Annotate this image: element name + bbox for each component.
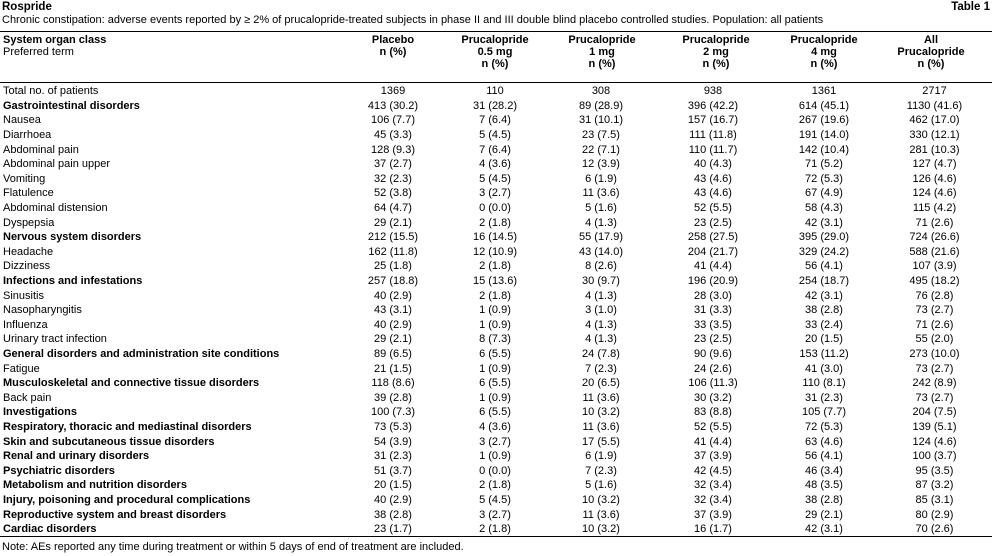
table-cell: 1 (0.9) (479, 318, 511, 331)
row-label: Sinusitis (3, 289, 44, 302)
table-row (0, 478, 992, 493)
column-header-line3: n (%) (481, 58, 509, 70)
table-cell: 106 (7.7) (370, 114, 416, 127)
table-cell: 258 (27.5) (687, 231, 739, 244)
document-header (2, 1, 990, 15)
row-label: Gastrointestinal disorders (3, 99, 140, 112)
table-cell: 1361 (811, 85, 837, 98)
table-cell: 254 (18.7) (798, 275, 850, 288)
table-cell: 495 (18.2) (909, 275, 960, 288)
table-cell: 139 (5.1) (912, 420, 957, 433)
table-cell: 10 (3.2) (582, 523, 620, 536)
column-header-prucalopride-2mg (666, 34, 766, 70)
table-cell: 107 (3.9) (912, 260, 957, 273)
table-cell: 73 (5.3) (374, 420, 412, 433)
table-cell: 42 (3.1) (805, 289, 843, 302)
table-cell: 80 (2.9) (915, 508, 954, 521)
table-cell: 106 (11.3) (688, 377, 738, 390)
table-cell: 1 (0.9) (479, 450, 511, 463)
table-cell: 267 (19.6) (798, 114, 850, 127)
table-cell: 41 (4.4) (694, 435, 732, 448)
table-cell: 29 (2.1) (805, 508, 843, 521)
row-label: Nausea (3, 114, 41, 127)
table-cell: 4 (1.3) (585, 289, 617, 302)
table-cell: 43 (4.6) (694, 172, 732, 185)
table-cell: 3 (2.7) (479, 187, 511, 200)
table-cell: 63 (4.6) (805, 435, 843, 448)
table-cell: 11 (3.6) (582, 187, 620, 200)
column-header-line1: Prucalopride (790, 34, 858, 46)
column-header-line2: Prucalopride (897, 46, 965, 58)
table-row (0, 449, 992, 464)
row-label: Abdominal pain (3, 143, 79, 156)
table-cell: 23 (1.7) (374, 523, 412, 536)
row-label: Vomiting (3, 172, 46, 185)
table-row (0, 303, 992, 318)
table-cell: 12 (10.9) (472, 245, 518, 258)
row-label: Respiratory, thoracic and mediastinal disorders (3, 420, 252, 433)
table-cell: 30 (9.7) (582, 275, 620, 288)
table-cell: 32 (3.4) (694, 479, 732, 492)
table-cell: 20 (1.5) (805, 333, 843, 346)
table-cell: 40 (2.9) (374, 318, 412, 331)
table-cell: 5 (4.5) (479, 172, 511, 185)
table-cell: 100 (3.7) (912, 450, 957, 463)
table-cell: 5 (1.6) (585, 202, 617, 215)
table-cell: 72 (5.3) (805, 172, 843, 185)
table-cell: 153 (11.2) (799, 347, 849, 360)
table-cell: 1369 (380, 85, 406, 98)
table-cell: 15 (13.6) (472, 275, 518, 288)
column-header-line3: n (%) (810, 58, 838, 70)
table-cell: 76 (2.8) (915, 289, 954, 302)
table-cell: 46 (3.4) (805, 464, 843, 477)
table-cell: 31 (10.1) (578, 114, 624, 127)
column-header-placebo (343, 34, 443, 58)
column-header-all-prucalopride (876, 34, 986, 70)
table-cell: 52 (5.5) (694, 420, 732, 433)
table-cell: 11 (3.6) (582, 420, 620, 433)
table-cell: 204 (7.5) (912, 406, 957, 419)
table-cell: 6 (1.9) (585, 172, 617, 185)
table-cell: 4 (3.6) (479, 420, 511, 433)
table-cell: 67 (4.9) (805, 187, 843, 200)
table-cell: 6 (5.5) (479, 406, 511, 419)
table-cell: 52 (5.5) (694, 202, 732, 215)
column-header-line1: Prucalopride (461, 34, 529, 46)
table-cell: 71 (2.6) (915, 318, 954, 331)
table-row (0, 405, 992, 420)
table-cell: 24 (2.6) (694, 362, 732, 375)
table-row (0, 493, 992, 508)
table-cell: 17 (5.5) (582, 435, 620, 448)
table-cell: 72 (5.3) (805, 420, 843, 433)
table-cell: 5 (1.6) (585, 479, 617, 492)
table-cell: 2 (1.8) (479, 479, 511, 492)
column-header-line1: All (923, 34, 939, 46)
row-label: Reproductive system and breast disorders (3, 508, 227, 521)
table-cell: 126 (4.6) (912, 172, 957, 185)
table-row (0, 245, 992, 260)
row-label: Dyspepsia (3, 216, 55, 229)
table-row (0, 420, 992, 435)
table-cell: 38 (2.8) (805, 493, 843, 506)
table-cell: 64 (4.7) (374, 202, 412, 215)
table-cell: 20 (6.5) (582, 377, 620, 390)
table-row (0, 390, 992, 405)
drug-name: Rospride (2, 1, 52, 13)
table-cell: 588 (21.6) (909, 245, 960, 258)
table-cell: 45 (3.3) (374, 129, 412, 142)
column-header-line1: Prucalopride (568, 34, 636, 46)
table-cell: 191 (14.0) (798, 129, 850, 142)
table-cell: 8 (2.6) (585, 260, 617, 273)
table-cell: 110 (8.1) (802, 377, 846, 390)
table-cell: 273 (10.0) (909, 347, 960, 360)
row-label: Fatigue (3, 362, 40, 375)
column-header-line1: Prucalopride (682, 34, 750, 46)
table-row (0, 128, 992, 143)
table-cell: 42 (4.5) (694, 464, 732, 477)
row-label: Cardiac disorders (3, 523, 97, 536)
row-label: Abdominal distension (3, 202, 108, 215)
table-cell: 3 (2.7) (479, 508, 511, 521)
table-row (0, 172, 992, 187)
table-label: Table 1 (951, 1, 990, 13)
table-cell: 11 (3.6) (582, 391, 620, 404)
table-cell: 10 (3.2) (582, 406, 620, 419)
column-header-line3: n (%) (917, 58, 945, 70)
row-label: Nasopharyngitis (3, 304, 82, 317)
table-cell: 89 (28.9) (578, 99, 624, 112)
table-cell: 7 (2.3) (585, 362, 617, 375)
table-cell: 1 (0.9) (479, 304, 511, 317)
table-cell: 242 (8.9) (912, 377, 957, 390)
table-row (0, 215, 992, 230)
table-cell: 4 (1.3) (585, 216, 617, 229)
table-cell: 330 (12.1) (909, 129, 960, 142)
table-cell: 95 (3.5) (915, 464, 954, 477)
row-label: Psychiatric disorders (3, 464, 115, 477)
table-cell: 23 (2.5) (694, 216, 732, 229)
table-cell: 395 (29.0) (798, 231, 850, 244)
table-cell: 29 (2.1) (374, 216, 412, 229)
table-cell: 308 (591, 85, 611, 98)
table-cell: 90 (9.6) (694, 347, 732, 360)
table-cell: 89 (6.5) (374, 347, 412, 360)
table-cell: 281 (10.3) (909, 143, 960, 156)
row-label: Headache (3, 245, 54, 258)
table-cell: 6 (1.9) (585, 450, 617, 463)
table-row (0, 274, 992, 289)
column-header-prucalopride-4mg (774, 34, 874, 70)
table-cell: 413 (30.2) (367, 99, 419, 112)
row-label: Abdominal pain upper (3, 158, 111, 171)
table-row (0, 186, 992, 201)
table-row (0, 463, 992, 478)
table-cell: 32 (2.3) (374, 172, 412, 185)
table-cell: 196 (20.9) (687, 275, 739, 288)
table-cell: 71 (2.6) (915, 216, 954, 229)
table-row (0, 361, 992, 376)
column-header-prucalopride-0-5mg (445, 34, 545, 70)
table-cell: 55 (17.9) (578, 231, 624, 244)
table-cell: 7 (2.3) (585, 464, 617, 477)
table-cell: 6 (5.5) (479, 347, 511, 360)
table-cell: 118 (8.6) (371, 377, 415, 390)
table-cell: 157 (16.7) (687, 114, 739, 127)
table-row (0, 230, 992, 245)
table-cell: 55 (2.0) (915, 333, 954, 346)
table-cell: 257 (18.8) (367, 275, 419, 288)
table-row (0, 288, 992, 303)
row-label: Diarrhoea (3, 129, 52, 142)
table-cell: 4 (3.6) (479, 158, 511, 171)
table-cell: 204 (21.7) (687, 245, 739, 258)
table-cell: 21 (1.5) (374, 362, 412, 375)
table-cell: 2 (1.8) (479, 523, 511, 536)
table-cell: 2 (1.8) (479, 260, 511, 273)
row-label: Skin and subcutaneous tissue disorders (3, 435, 215, 448)
table-cell: 8 (7.3) (479, 333, 511, 346)
table-cell: 43 (4.6) (694, 187, 732, 200)
table-cell: 111 (11.8) (689, 129, 737, 142)
table-cell: 124 (4.6) (912, 435, 957, 448)
header-rule (0, 82, 992, 83)
table-cell: 127 (4.7) (912, 158, 957, 171)
table-cell: 32 (3.4) (694, 493, 732, 506)
table-cell: 724 (26.6) (909, 231, 960, 244)
table-row (0, 507, 992, 522)
table-cell: 22 (7.1) (582, 143, 620, 156)
column-header-line1: System organ class (3, 34, 107, 46)
table-cell: 0 (0.0) (479, 464, 511, 477)
table-cell: 40 (2.9) (374, 493, 412, 506)
row-label: Musculoskeletal and connective tissue disorders (3, 377, 260, 390)
table-cell: 938 (703, 85, 723, 98)
column-header-line2: 1 mg (589, 46, 615, 58)
table-cell: 614 (45.1) (798, 99, 850, 112)
table-cell: 4 (1.3) (585, 333, 617, 346)
table-cell: 16 (14.5) (472, 231, 518, 244)
table-cell: 43 (3.1) (374, 304, 412, 317)
table-cell: 2 (1.8) (479, 289, 511, 302)
row-label: Injury, poisoning and procedural complications (3, 493, 251, 506)
table-row (0, 434, 992, 449)
column-header-line2: 4 mg (811, 46, 837, 58)
table-cell: 10 (3.2) (582, 493, 620, 506)
row-label: Metabolism and nutrition disorders (3, 479, 187, 492)
row-label: Renal and urinary disorders (3, 450, 150, 463)
table-cell: 11 (3.6) (582, 508, 620, 521)
table-cell: 396 (42.2) (687, 99, 739, 112)
table-cell: 1 (0.9) (479, 391, 511, 404)
table-cell: 128 (9.3) (370, 143, 416, 156)
table-cell: 41 (3.0) (805, 362, 843, 375)
table-cell: 110 (486, 85, 504, 98)
table-cell: 85 (3.1) (915, 493, 954, 506)
table-cell: 7 (6.4) (479, 143, 511, 156)
table-cell: 40 (2.9) (374, 289, 412, 302)
table-cell: 329 (24.2) (798, 245, 850, 258)
table-cell: 73 (2.7) (915, 304, 954, 317)
table-cell: 42 (3.1) (805, 523, 843, 536)
table-row (0, 142, 992, 157)
row-label: General disorders and administration site conditions (3, 347, 280, 360)
row-label: Urinary tract infection (3, 333, 107, 346)
table-cell: 37 (2.7) (374, 158, 412, 171)
table-cell: 29 (2.1) (374, 333, 412, 346)
table-row (0, 99, 992, 114)
row-label: Influenza (3, 318, 48, 331)
table-cell: 38 (2.8) (805, 304, 843, 317)
column-header-line2: 2 mg (703, 46, 729, 58)
table-cell: 42 (3.1) (805, 216, 843, 229)
row-label: Flatulence (3, 187, 54, 200)
table-cell: 23 (2.5) (694, 333, 732, 346)
table-cell: 7 (6.4) (479, 114, 511, 127)
table-cell: 1130 (41.6) (906, 99, 963, 112)
table-cell: 28 (3.0) (694, 289, 732, 302)
table-cell: 31 (2.3) (374, 450, 412, 463)
table-cell: 100 (7.3) (370, 406, 416, 419)
table-cell: 83 (8.8) (694, 406, 732, 419)
table-row (0, 347, 992, 362)
table-cell: 40 (4.3) (694, 158, 732, 171)
table-cell: 142 (10.4) (798, 143, 850, 156)
top-rule (0, 31, 992, 32)
table-cell: 51 (3.7) (374, 464, 412, 477)
table-cell: 73 (2.7) (915, 362, 954, 375)
row-label: Investigations (3, 406, 77, 419)
table-cell: 30 (3.2) (694, 391, 732, 404)
table-cell: 16 (1.7) (694, 523, 732, 536)
table-cell: 73 (2.7) (915, 391, 954, 404)
table-cell: 162 (11.8) (368, 245, 418, 258)
row-label: Total no. of patients (3, 85, 99, 98)
table-row (0, 376, 992, 391)
column-header-line2: 0.5 mg (477, 46, 513, 58)
table-cell: 25 (1.8) (374, 260, 412, 273)
table-cell: 87 (3.2) (915, 479, 954, 492)
bottom-rule (0, 536, 992, 537)
table-caption: Chronic constipation: adverse events reported by ≥ 2% of prucalopride-treated subjects in phase II and III double blind placebo controlled studies. Population: all patients (2, 14, 824, 26)
table-cell: 54 (3.9) (374, 435, 412, 448)
table-cell: 52 (3.8) (374, 187, 412, 200)
column-header-system-organ-class (3, 34, 303, 58)
column-header-prucalopride-1mg (552, 34, 652, 70)
table-cell: 33 (2.4) (805, 318, 843, 331)
table-row (0, 318, 992, 333)
table-cell: 23 (7.5) (582, 129, 620, 142)
table-cell: 39 (2.8) (374, 391, 412, 404)
table-cell: 37 (3.9) (694, 508, 732, 521)
table-cell: 41 (4.4) (694, 260, 732, 273)
column-header-line2: Preferred term (3, 46, 74, 58)
column-header-line3: n (%) (588, 58, 616, 70)
table-cell: 58 (4.3) (805, 202, 843, 215)
table-cell: 33 (3.5) (694, 318, 732, 331)
table-cell: 31 (3.3) (694, 304, 732, 317)
table-cell: 12 (3.9) (582, 158, 620, 171)
table-row (0, 259, 992, 274)
row-label: Nervous system disorders (3, 231, 142, 244)
table-cell: 4 (1.3) (585, 318, 617, 331)
table-row (0, 201, 992, 216)
adverse-events-table (0, 84, 992, 536)
table-cell: 43 (14.0) (578, 245, 624, 258)
table-row (0, 157, 992, 172)
table-cell: 71 (5.2) (805, 158, 843, 171)
table-cell: 56 (4.1) (805, 260, 843, 273)
table-cell: 3 (2.7) (479, 435, 511, 448)
column-header-line1: Placebo (371, 34, 415, 46)
table-row (0, 84, 992, 99)
table-row (0, 113, 992, 128)
table-cell: 0 (0.0) (479, 202, 511, 215)
table-cell: 38 (2.8) (374, 508, 412, 521)
table-cell: 24 (7.8) (582, 347, 620, 360)
table-cell: 105 (7.7) (801, 406, 847, 419)
table-row (0, 522, 992, 537)
table-cell: 110 (11.7) (688, 143, 738, 156)
table-cell: 48 (3.5) (805, 479, 843, 492)
table-cell: 124 (4.6) (912, 187, 957, 200)
column-header-line3: n (%) (702, 58, 730, 70)
table-cell: 6 (5.5) (479, 377, 511, 390)
row-label: Back pain (3, 391, 52, 404)
row-label: Infections and infestations (3, 275, 143, 288)
table-footnote: Note: AEs reported any time during treatment or within 5 days of end of treatment are included. (2, 541, 464, 553)
table-cell: 212 (15.5) (367, 231, 419, 244)
table-cell: 2717 (922, 85, 947, 98)
table-cell: 70 (2.6) (915, 523, 954, 536)
table-cell: 20 (1.5) (374, 479, 412, 492)
table-cell: 31 (28.2) (472, 99, 518, 112)
table-cell: 37 (3.9) (694, 450, 732, 463)
table-cell: 3 (1.0) (585, 304, 617, 317)
table-cell: 5 (4.5) (479, 129, 511, 142)
table-cell: 31 (2.3) (805, 391, 843, 404)
table-cell: 115 (4.2) (912, 202, 957, 215)
table-cell: 5 (4.5) (479, 493, 511, 506)
table-cell: 56 (4.1) (805, 450, 843, 463)
column-header-line2: n (%) (379, 46, 407, 58)
table-cell: 2 (1.8) (479, 216, 511, 229)
table-cell: 462 (17.0) (909, 114, 960, 127)
table-row (0, 332, 992, 347)
row-label: Dizziness (3, 260, 51, 273)
table-cell: 1 (0.9) (479, 362, 511, 375)
